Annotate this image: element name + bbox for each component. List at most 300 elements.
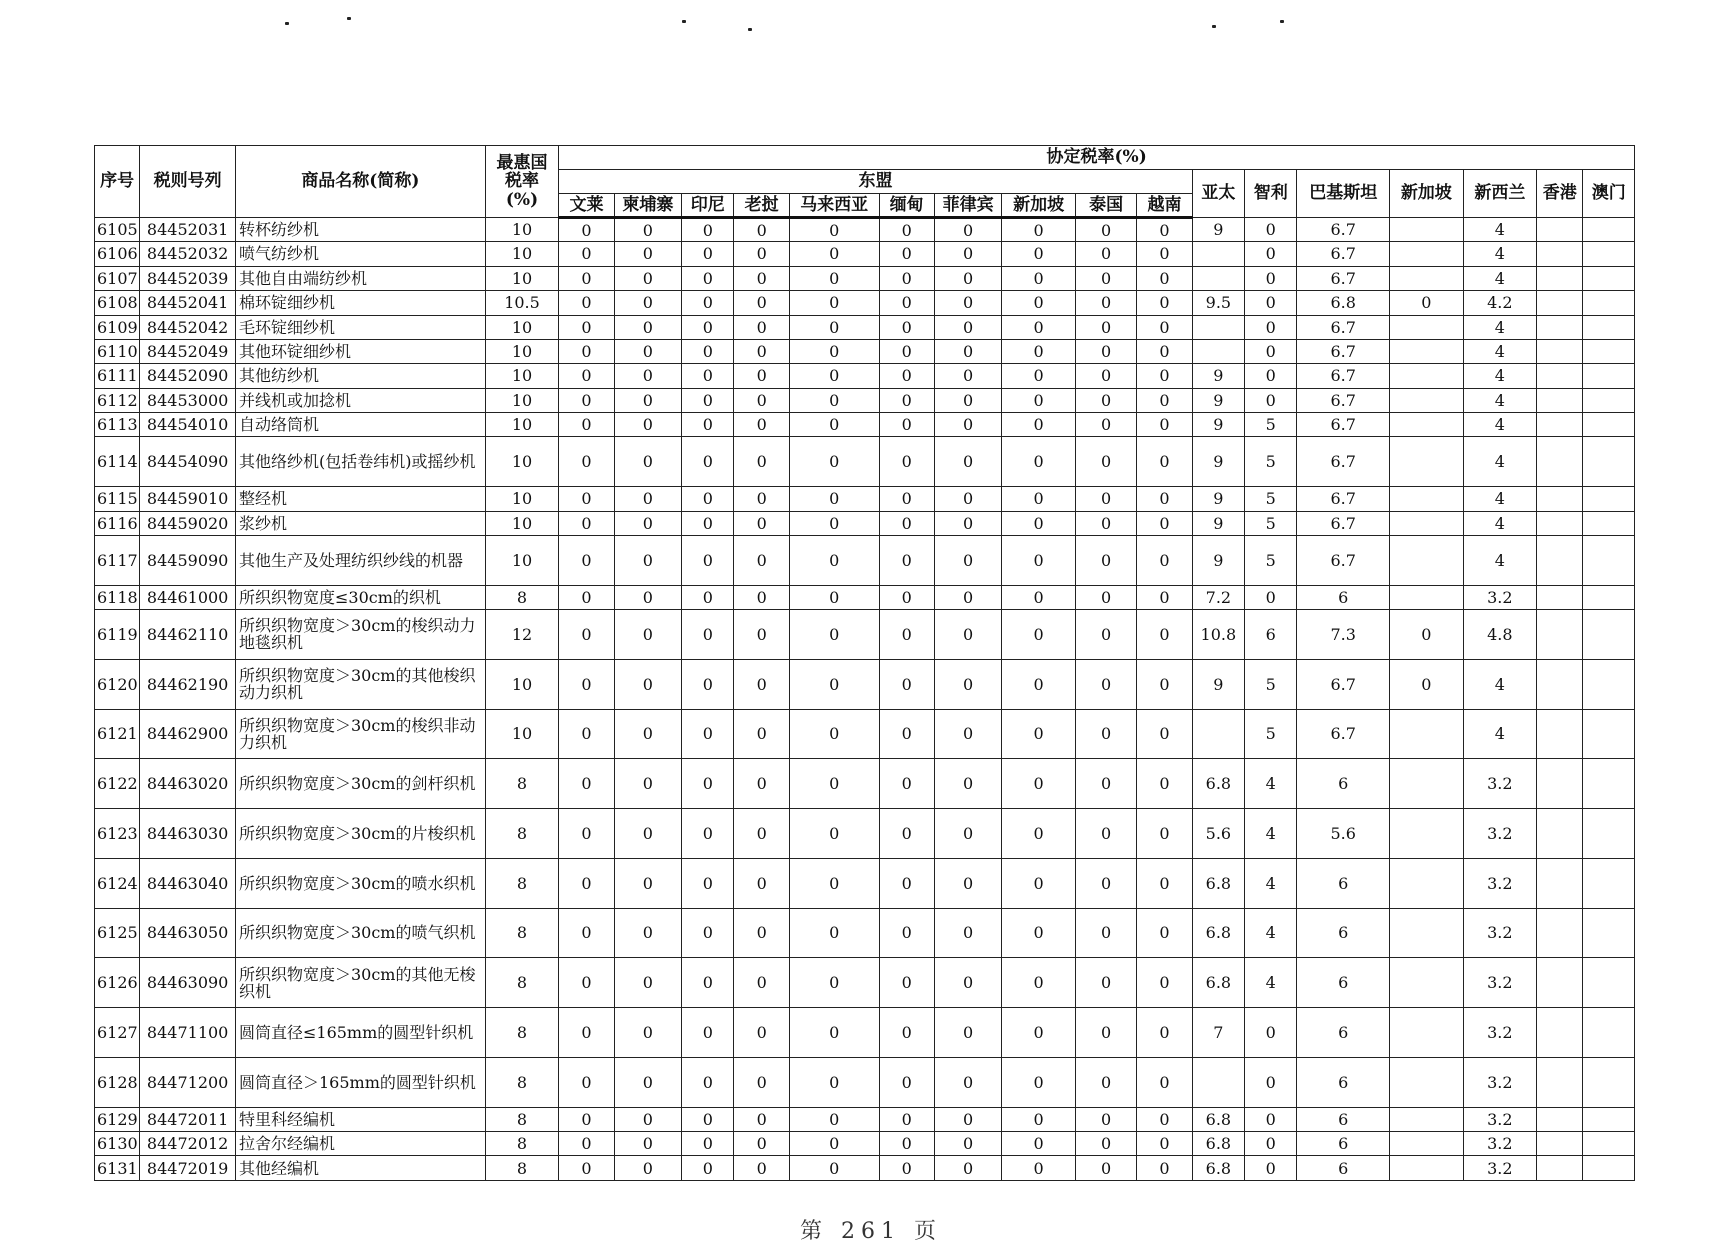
cell-macau-rate — [1583, 242, 1635, 266]
cell-new-zealand-rate: 3.2 — [1463, 1156, 1537, 1181]
cell-asean-rate: 0 — [559, 388, 614, 412]
cell-tariff-code: 84459010 — [140, 487, 236, 511]
cell-asean-rate: 0 — [734, 339, 789, 363]
cell-hong-kong-rate — [1537, 1057, 1583, 1107]
cell-new-zealand-rate: 4.2 — [1463, 291, 1537, 315]
cell-asean-rate: 0 — [879, 858, 934, 908]
cell-apta-rate: 9.5 — [1192, 291, 1244, 315]
cell-singapore-rate — [1390, 487, 1464, 511]
cell-asean-rate: 0 — [1075, 585, 1136, 609]
cell-chile-rate: 5 — [1245, 413, 1297, 437]
cell-mfn-rate: 8 — [485, 809, 559, 859]
cell-tariff-code: 84452090 — [140, 364, 236, 388]
cell-apta-rate — [1192, 339, 1244, 363]
cell-asean-rate: 0 — [1002, 413, 1076, 437]
cell-asean-rate: 0 — [879, 709, 934, 759]
cell-asean-rate: 0 — [934, 364, 1001, 388]
cell-pakistan-rate: 6.7 — [1297, 218, 1390, 242]
cell-asean-rate: 0 — [934, 266, 1001, 290]
cell-hong-kong-rate — [1537, 908, 1583, 958]
cell-apta-rate: 7 — [1192, 1008, 1244, 1058]
cell-apta-rate — [1192, 709, 1244, 759]
cell-hong-kong-rate — [1537, 413, 1583, 437]
cell-macau-rate — [1583, 809, 1635, 859]
cell-asean-rate: 0 — [559, 858, 614, 908]
cell-seq: 6128 — [95, 1057, 140, 1107]
cell-mfn-rate: 8 — [485, 908, 559, 958]
cell-asean-rate: 0 — [682, 388, 734, 412]
table-row — [95, 413, 1635, 437]
cell-asean-rate: 0 — [614, 858, 681, 908]
cell-asean-rate: 0 — [879, 1107, 934, 1131]
cell-new-zealand-rate: 4 — [1463, 487, 1537, 511]
cell-asean-rate: 0 — [734, 315, 789, 339]
cell-asean-rate: 0 — [734, 709, 789, 759]
cell-singapore-rate: 0 — [1390, 659, 1464, 709]
cell-asean-rate: 0 — [1002, 511, 1076, 535]
cell-asean-rate: 0 — [1075, 242, 1136, 266]
cell-new-zealand-rate: 4 — [1463, 266, 1537, 290]
cell-mfn-rate: 10 — [485, 266, 559, 290]
cell-asean-rate: 0 — [559, 958, 614, 1008]
cell-product-name: 拉舍尔经编机 — [235, 1132, 485, 1156]
header-seq: 序号 — [95, 146, 140, 218]
cell-tariff-code: 84472011 — [140, 1107, 236, 1131]
cell-asean-rate: 0 — [614, 364, 681, 388]
cell-pakistan-rate: 6 — [1297, 958, 1390, 1008]
cell-tariff-code: 84472019 — [140, 1156, 236, 1181]
cell-tariff-code: 84452039 — [140, 266, 236, 290]
cell-asean-rate: 0 — [1002, 487, 1076, 511]
cell-pakistan-rate: 6.7 — [1297, 535, 1390, 585]
cell-apta-rate — [1192, 242, 1244, 266]
header-singapore: 新加坡 — [1390, 170, 1464, 218]
cell-hong-kong-rate — [1537, 1008, 1583, 1058]
cell-new-zealand-rate: 4 — [1463, 339, 1537, 363]
cell-hong-kong-rate — [1537, 535, 1583, 585]
cell-hong-kong-rate — [1537, 659, 1583, 709]
cell-asean-rate: 0 — [734, 487, 789, 511]
cell-apta-rate — [1192, 1057, 1244, 1107]
cell-product-name: 毛环锭细纱机 — [235, 315, 485, 339]
cell-apta-rate: 10.8 — [1192, 610, 1244, 660]
cell-asean-rate: 0 — [614, 759, 681, 809]
cell-asean-rate: 0 — [789, 291, 879, 315]
cell-asean-rate: 0 — [1002, 437, 1076, 487]
cell-asean-rate: 0 — [682, 339, 734, 363]
cell-macau-rate — [1583, 339, 1635, 363]
cell-apta-rate: 9 — [1192, 437, 1244, 487]
cell-seq: 6120 — [95, 659, 140, 709]
cell-asean-rate: 0 — [1002, 610, 1076, 660]
cell-hong-kong-rate — [1537, 759, 1583, 809]
cell-asean-rate: 0 — [1137, 535, 1192, 585]
cell-asean-rate: 0 — [559, 413, 614, 437]
cell-asean-rate: 0 — [734, 809, 789, 859]
cell-asean-rate: 0 — [934, 659, 1001, 709]
cell-asean-rate: 0 — [682, 1057, 734, 1107]
cell-pakistan-rate: 6 — [1297, 759, 1390, 809]
cell-singapore-rate — [1390, 388, 1464, 412]
cell-asean-rate: 0 — [934, 315, 1001, 339]
table-row — [95, 1057, 1635, 1107]
cell-macau-rate — [1583, 487, 1635, 511]
cell-hong-kong-rate — [1537, 315, 1583, 339]
cell-pakistan-rate: 5.6 — [1297, 809, 1390, 859]
cell-mfn-rate: 10 — [485, 364, 559, 388]
table-row — [95, 709, 1635, 759]
cell-pakistan-rate: 6 — [1297, 1107, 1390, 1131]
cell-product-name: 所织织物宽度＞30cm的剑杆织机 — [235, 759, 485, 809]
cell-new-zealand-rate: 4.8 — [1463, 610, 1537, 660]
cell-singapore-rate — [1390, 242, 1464, 266]
cell-asean-rate: 0 — [1137, 610, 1192, 660]
cell-asean-rate: 0 — [734, 1107, 789, 1131]
cell-chile-rate: 0 — [1245, 242, 1297, 266]
cell-tariff-code: 84452041 — [140, 291, 236, 315]
cell-asean-rate: 0 — [789, 958, 879, 1008]
header-code: 税则号列 — [140, 146, 236, 218]
cell-pakistan-rate: 6.7 — [1297, 659, 1390, 709]
cell-singapore-rate — [1390, 218, 1464, 242]
cell-asean-rate: 0 — [1002, 315, 1076, 339]
scan-speck — [1212, 25, 1216, 28]
cell-asean-rate: 0 — [559, 535, 614, 585]
cell-tariff-code: 84459090 — [140, 535, 236, 585]
cell-mfn-rate: 10 — [485, 388, 559, 412]
cell-chile-rate: 0 — [1245, 291, 1297, 315]
cell-asean-rate: 0 — [789, 487, 879, 511]
cell-asean-rate: 0 — [789, 511, 879, 535]
cell-asean-rate: 0 — [559, 511, 614, 535]
cell-singapore-rate — [1390, 535, 1464, 585]
cell-asean-rate: 0 — [1002, 364, 1076, 388]
cell-new-zealand-rate: 3.2 — [1463, 1132, 1537, 1156]
cell-mfn-rate: 10 — [485, 315, 559, 339]
cell-mfn-rate: 12 — [485, 610, 559, 660]
cell-pakistan-rate: 6 — [1297, 585, 1390, 609]
cell-asean-rate: 0 — [789, 339, 879, 363]
header-asean-member: 菲律宾 — [934, 194, 1001, 218]
cell-asean-rate: 0 — [682, 315, 734, 339]
cell-mfn-rate: 10 — [485, 659, 559, 709]
cell-macau-rate — [1583, 585, 1635, 609]
cell-asean-rate: 0 — [734, 1008, 789, 1058]
cell-asean-rate: 0 — [734, 535, 789, 585]
table-row — [95, 388, 1635, 412]
cell-new-zealand-rate: 3.2 — [1463, 759, 1537, 809]
cell-new-zealand-rate: 3.2 — [1463, 809, 1537, 859]
cell-hong-kong-rate — [1537, 242, 1583, 266]
cell-apta-rate: 7.2 — [1192, 585, 1244, 609]
cell-mfn-rate: 8 — [485, 585, 559, 609]
cell-asean-rate: 0 — [1002, 709, 1076, 759]
cell-tariff-code: 84454090 — [140, 437, 236, 487]
cell-asean-rate: 0 — [789, 709, 879, 759]
cell-hong-kong-rate — [1537, 610, 1583, 660]
cell-asean-rate: 0 — [614, 659, 681, 709]
cell-hong-kong-rate — [1537, 958, 1583, 1008]
cell-asean-rate: 0 — [1137, 1008, 1192, 1058]
cell-asean-rate: 0 — [734, 242, 789, 266]
cell-mfn-rate: 8 — [485, 1057, 559, 1107]
cell-singapore-rate — [1390, 809, 1464, 859]
cell-pakistan-rate: 6 — [1297, 908, 1390, 958]
cell-asean-rate: 0 — [559, 610, 614, 660]
cell-asean-rate: 0 — [934, 511, 1001, 535]
cell-asean-rate: 0 — [559, 315, 614, 339]
cell-asean-rate: 0 — [734, 759, 789, 809]
cell-seq: 6118 — [95, 585, 140, 609]
cell-seq: 6106 — [95, 242, 140, 266]
cell-apta-rate: 6.8 — [1192, 958, 1244, 1008]
cell-chile-rate: 5 — [1245, 511, 1297, 535]
cell-asean-rate: 0 — [1137, 487, 1192, 511]
cell-asean-rate: 0 — [1075, 315, 1136, 339]
cell-asean-rate: 0 — [934, 585, 1001, 609]
header-asean-member: 老挝 — [734, 194, 789, 218]
cell-macau-rate — [1583, 413, 1635, 437]
cell-asean-rate: 0 — [614, 1132, 681, 1156]
cell-asean-rate: 0 — [789, 1132, 879, 1156]
cell-asean-rate: 0 — [682, 511, 734, 535]
cell-asean-rate: 0 — [1075, 511, 1136, 535]
cell-asean-rate: 0 — [614, 291, 681, 315]
cell-asean-rate: 0 — [879, 315, 934, 339]
cell-asean-rate: 0 — [1137, 709, 1192, 759]
cell-asean-rate: 0 — [789, 858, 879, 908]
table-row — [95, 242, 1635, 266]
cell-asean-rate: 0 — [879, 535, 934, 585]
header-asean-member: 缅甸 — [879, 194, 934, 218]
header-mfn-line: 税率 — [505, 171, 539, 192]
cell-seq: 6107 — [95, 266, 140, 290]
cell-singapore-rate — [1390, 1008, 1464, 1058]
cell-asean-rate: 0 — [934, 1156, 1001, 1181]
table-row — [95, 364, 1635, 388]
table-body — [95, 218, 1635, 1181]
cell-asean-rate: 0 — [1002, 535, 1076, 585]
cell-pakistan-rate: 6.7 — [1297, 242, 1390, 266]
cell-seq: 6130 — [95, 1132, 140, 1156]
cell-singapore-rate — [1390, 585, 1464, 609]
cell-asean-rate: 0 — [682, 487, 734, 511]
cell-tariff-code: 84471200 — [140, 1057, 236, 1107]
cell-mfn-rate: 10 — [485, 218, 559, 242]
cell-mfn-rate: 10 — [485, 437, 559, 487]
cell-apta-rate: 6.8 — [1192, 1132, 1244, 1156]
cell-asean-rate: 0 — [614, 388, 681, 412]
cell-new-zealand-rate: 3.2 — [1463, 958, 1537, 1008]
scan-speck — [285, 22, 289, 25]
cell-hong-kong-rate — [1537, 339, 1583, 363]
cell-product-name: 其他经编机 — [235, 1156, 485, 1181]
cell-asean-rate: 0 — [934, 709, 1001, 759]
cell-mfn-rate: 8 — [485, 1132, 559, 1156]
cell-asean-rate: 0 — [734, 958, 789, 1008]
table-row — [95, 291, 1635, 315]
cell-asean-rate: 0 — [1075, 1008, 1136, 1058]
table-row — [95, 659, 1635, 709]
cell-product-name: 整经机 — [235, 487, 485, 511]
cell-mfn-rate: 8 — [485, 958, 559, 1008]
cell-asean-rate: 0 — [559, 364, 614, 388]
cell-product-name: 棉环锭细纱机 — [235, 291, 485, 315]
cell-asean-rate: 0 — [559, 1156, 614, 1181]
cell-asean-rate: 0 — [1137, 413, 1192, 437]
cell-asean-rate: 0 — [934, 610, 1001, 660]
cell-seq: 6116 — [95, 511, 140, 535]
cell-asean-rate: 0 — [879, 266, 934, 290]
cell-tariff-code: 84463020 — [140, 759, 236, 809]
cell-singapore-rate — [1390, 437, 1464, 487]
cell-macau-rate — [1583, 1156, 1635, 1181]
cell-chile-rate: 0 — [1245, 1107, 1297, 1131]
cell-seq: 6117 — [95, 535, 140, 585]
cell-asean-rate: 0 — [1075, 958, 1136, 1008]
cell-asean-rate: 0 — [1137, 958, 1192, 1008]
cell-asean-rate: 0 — [1137, 218, 1192, 242]
cell-asean-rate: 0 — [1002, 659, 1076, 709]
cell-product-name: 其他络纱机(包括卷纬机)或摇纱机 — [235, 437, 485, 487]
cell-asean-rate: 0 — [1075, 339, 1136, 363]
header-hong-kong: 香港 — [1537, 170, 1583, 218]
cell-mfn-rate: 10 — [485, 413, 559, 437]
cell-asean-rate: 0 — [682, 858, 734, 908]
cell-tariff-code: 84459020 — [140, 511, 236, 535]
cell-asean-rate: 0 — [734, 610, 789, 660]
cell-asean-rate: 0 — [934, 809, 1001, 859]
cell-hong-kong-rate — [1537, 364, 1583, 388]
cell-product-name: 所织织物宽度＞30cm的喷气织机 — [235, 908, 485, 958]
cell-hong-kong-rate — [1537, 585, 1583, 609]
cell-asean-rate: 0 — [1075, 487, 1136, 511]
table-row — [95, 339, 1635, 363]
cell-pakistan-rate: 6 — [1297, 1132, 1390, 1156]
cell-asean-rate: 0 — [614, 413, 681, 437]
cell-asean-rate: 0 — [734, 291, 789, 315]
cell-chile-rate: 0 — [1245, 1057, 1297, 1107]
cell-asean-rate: 0 — [879, 659, 934, 709]
cell-asean-rate: 0 — [1075, 1057, 1136, 1107]
cell-asean-rate: 0 — [559, 242, 614, 266]
cell-asean-rate: 0 — [789, 535, 879, 585]
cell-asean-rate: 0 — [879, 610, 934, 660]
cell-product-name: 圆筒直径≤165mm的圆型针织机 — [235, 1008, 485, 1058]
cell-macau-rate — [1583, 759, 1635, 809]
cell-asean-rate: 0 — [1137, 266, 1192, 290]
header-asean-member: 新加坡 — [1002, 194, 1076, 218]
cell-asean-rate: 0 — [789, 242, 879, 266]
cell-tariff-code: 84452049 — [140, 339, 236, 363]
cell-chile-rate: 0 — [1245, 339, 1297, 363]
header-macau: 澳门 — [1583, 170, 1635, 218]
cell-product-name: 特里科经编机 — [235, 1107, 485, 1131]
cell-mfn-rate: 10.5 — [485, 291, 559, 315]
table-row — [95, 1107, 1635, 1131]
cell-hong-kong-rate — [1537, 388, 1583, 412]
cell-asean-rate: 0 — [934, 908, 1001, 958]
cell-apta-rate: 6.8 — [1192, 908, 1244, 958]
cell-chile-rate: 5 — [1245, 437, 1297, 487]
header-asean-member: 柬埔寨 — [614, 194, 681, 218]
cell-new-zealand-rate: 4 — [1463, 242, 1537, 266]
table-row — [95, 218, 1635, 242]
cell-asean-rate: 0 — [734, 908, 789, 958]
cell-seq: 6105 — [95, 218, 140, 242]
cell-pakistan-rate: 6 — [1297, 858, 1390, 908]
cell-product-name: 转杯纺纱机 — [235, 218, 485, 242]
table-row — [95, 511, 1635, 535]
cell-apta-rate: 9 — [1192, 388, 1244, 412]
cell-asean-rate: 0 — [1075, 759, 1136, 809]
cell-singapore-rate — [1390, 858, 1464, 908]
cell-asean-rate: 0 — [1075, 535, 1136, 585]
cell-asean-rate: 0 — [1075, 413, 1136, 437]
tariff-rate-table — [94, 145, 1635, 1181]
cell-new-zealand-rate: 4 — [1463, 659, 1537, 709]
cell-chile-rate: 0 — [1245, 218, 1297, 242]
cell-chile-rate: 0 — [1245, 1132, 1297, 1156]
cell-asean-rate: 0 — [1002, 218, 1076, 242]
cell-asean-rate: 0 — [559, 759, 614, 809]
cell-asean-rate: 0 — [1075, 1107, 1136, 1131]
cell-asean-rate: 0 — [789, 809, 879, 859]
cell-asean-rate: 0 — [1002, 858, 1076, 908]
cell-singapore-rate — [1390, 709, 1464, 759]
cell-asean-rate: 0 — [682, 364, 734, 388]
scan-speck — [748, 28, 752, 31]
cell-tariff-code: 84452031 — [140, 218, 236, 242]
cell-chile-rate: 0 — [1245, 1156, 1297, 1181]
cell-asean-rate: 0 — [1137, 1057, 1192, 1107]
cell-chile-rate: 0 — [1245, 315, 1297, 339]
cell-pakistan-rate: 6 — [1297, 1057, 1390, 1107]
cell-asean-rate: 0 — [879, 511, 934, 535]
cell-asean-rate: 0 — [789, 1107, 879, 1131]
cell-asean-rate: 0 — [879, 759, 934, 809]
cell-pakistan-rate: 6.7 — [1297, 364, 1390, 388]
page-number: 第 261 页 — [800, 1219, 942, 1244]
cell-seq: 6110 — [95, 339, 140, 363]
cell-asean-rate: 0 — [934, 1057, 1001, 1107]
table-row — [95, 958, 1635, 1008]
header-asean-member: 泰国 — [1075, 194, 1136, 218]
cell-apta-rate: 9 — [1192, 511, 1244, 535]
cell-singapore-rate — [1390, 1057, 1464, 1107]
cell-asean-rate: 0 — [934, 1107, 1001, 1131]
cell-asean-rate: 0 — [1137, 242, 1192, 266]
cell-asean-rate: 0 — [1137, 315, 1192, 339]
cell-asean-rate: 0 — [1137, 388, 1192, 412]
cell-new-zealand-rate: 3.2 — [1463, 1008, 1537, 1058]
table-row — [95, 1156, 1635, 1181]
cell-asean-rate: 0 — [682, 1107, 734, 1131]
cell-new-zealand-rate: 4 — [1463, 511, 1537, 535]
cell-asean-rate: 0 — [1137, 585, 1192, 609]
cell-asean-rate: 0 — [879, 339, 934, 363]
cell-chile-rate: 4 — [1245, 759, 1297, 809]
cell-new-zealand-rate: 3.2 — [1463, 1107, 1537, 1131]
cell-pakistan-rate: 6.7 — [1297, 388, 1390, 412]
cell-asean-rate: 0 — [682, 1008, 734, 1058]
cell-hong-kong-rate — [1537, 437, 1583, 487]
cell-asean-rate: 0 — [559, 659, 614, 709]
cell-new-zealand-rate: 3.2 — [1463, 1057, 1537, 1107]
cell-pakistan-rate: 6.7 — [1297, 315, 1390, 339]
cell-asean-rate: 0 — [1002, 266, 1076, 290]
cell-asean-rate: 0 — [1137, 1107, 1192, 1131]
